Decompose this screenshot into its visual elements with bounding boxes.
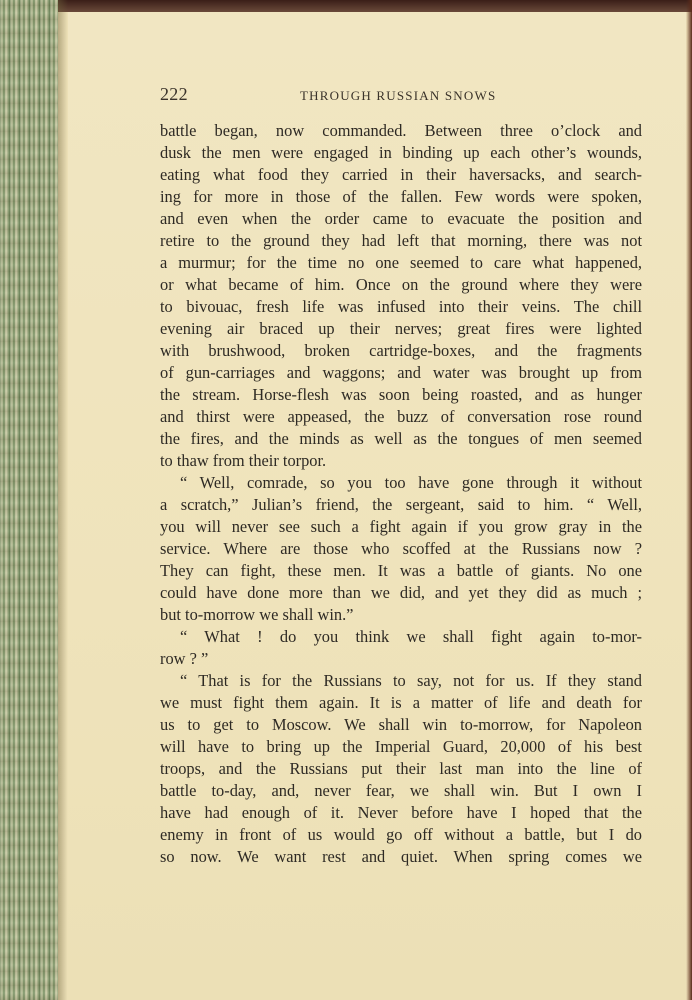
text-line: retire to the ground they had left that morning, there was not (160, 231, 642, 250)
text-line: a scratch,” Julian’s friend, the sergeant, said to him. “ Well, (160, 495, 642, 514)
page-right-edge (686, 0, 692, 1000)
text-line: troops, and the Russians put their last man into the line of (160, 759, 642, 778)
text-line: have had enough of it. Never before have I hoped that the (160, 803, 642, 822)
running-title: THROUGH RUSSIAN SNOWS (300, 88, 497, 103)
text-line: “ What ! do you think we shall fight again to-mor- (180, 627, 642, 646)
text-line: ing for more in those of the fallen. Few words were spoken, (160, 187, 642, 206)
text-line: we must fight them again. It is a matter of life and death for (160, 693, 642, 712)
text-line: and thirst were appeased, the buzz of conversation rose round (160, 407, 642, 426)
gutter-shadow (58, 0, 68, 1000)
text-line: They can fight, these men. It was a battle of giants. No one (160, 561, 642, 580)
text-line: so now. We want rest and quiet. When spring comes we (160, 847, 642, 866)
text-line: service. Where are those who scoffed at the Russians now ? (160, 539, 642, 558)
text-line: a murmur; for the time no one seemed to care what happened, (160, 253, 642, 272)
text-line: with brushwood, broken cartridge-boxes, and the fragments (160, 341, 642, 360)
text-line: or what became of him. Once on the ground where they were (160, 275, 642, 294)
text-line: to bivouac, fresh life was infused into their veins. The chill (160, 297, 642, 316)
text-line: of gun-carriages and waggons; and water was brought up from (160, 363, 642, 382)
book-top-edge (0, 0, 692, 12)
text-line: to thaw from their torpor. (160, 451, 327, 470)
text-line: but to-morrow we shall win.” (160, 605, 354, 624)
text-line: will have to bring up the Imperial Guard, 20,000 of his best (160, 737, 642, 756)
running-header (160, 84, 640, 108)
text-line: enemy in front of us would go off without a battle, but I do (160, 825, 642, 844)
text-line: the fires, and the minds as well as the tongues of men seemed (160, 429, 642, 448)
text-line: the stream. Horse-flesh was soon being roasted, and as hunger (160, 385, 642, 404)
page-number: 222 (160, 84, 188, 104)
text-line: could have done more than we did, and yet they did as much ; (160, 583, 642, 602)
text-line: dusk the men were engaged in binding up each other’s wounds, (160, 143, 642, 162)
text-line: battle began, now commanded. Between three o’clock and (160, 121, 642, 140)
text-line: you will never see such a fight again if you grow gray in the (160, 517, 642, 536)
book-binding (0, 0, 58, 1000)
text-line: battle to-day, and, never fear, we shall win. But I own I (160, 781, 642, 800)
text-line: eating what food they carried in their haversacks, and search- (160, 165, 642, 184)
text-line: us to get to Moscow. We shall win to-morrow, for Napoleon (160, 715, 642, 734)
text-line: row ? ” (160, 649, 209, 668)
text-line: “ Well, comrade, so you too have gone through it without (180, 473, 642, 492)
text-line: “ That is for the Russians to say, not for us. If they stand (180, 671, 642, 690)
text-line: evening air braced up their nerves; great fires were lighted (160, 319, 642, 338)
text-line: and even when the order came to evacuate the position and (160, 209, 642, 228)
body-text (160, 120, 642, 868)
